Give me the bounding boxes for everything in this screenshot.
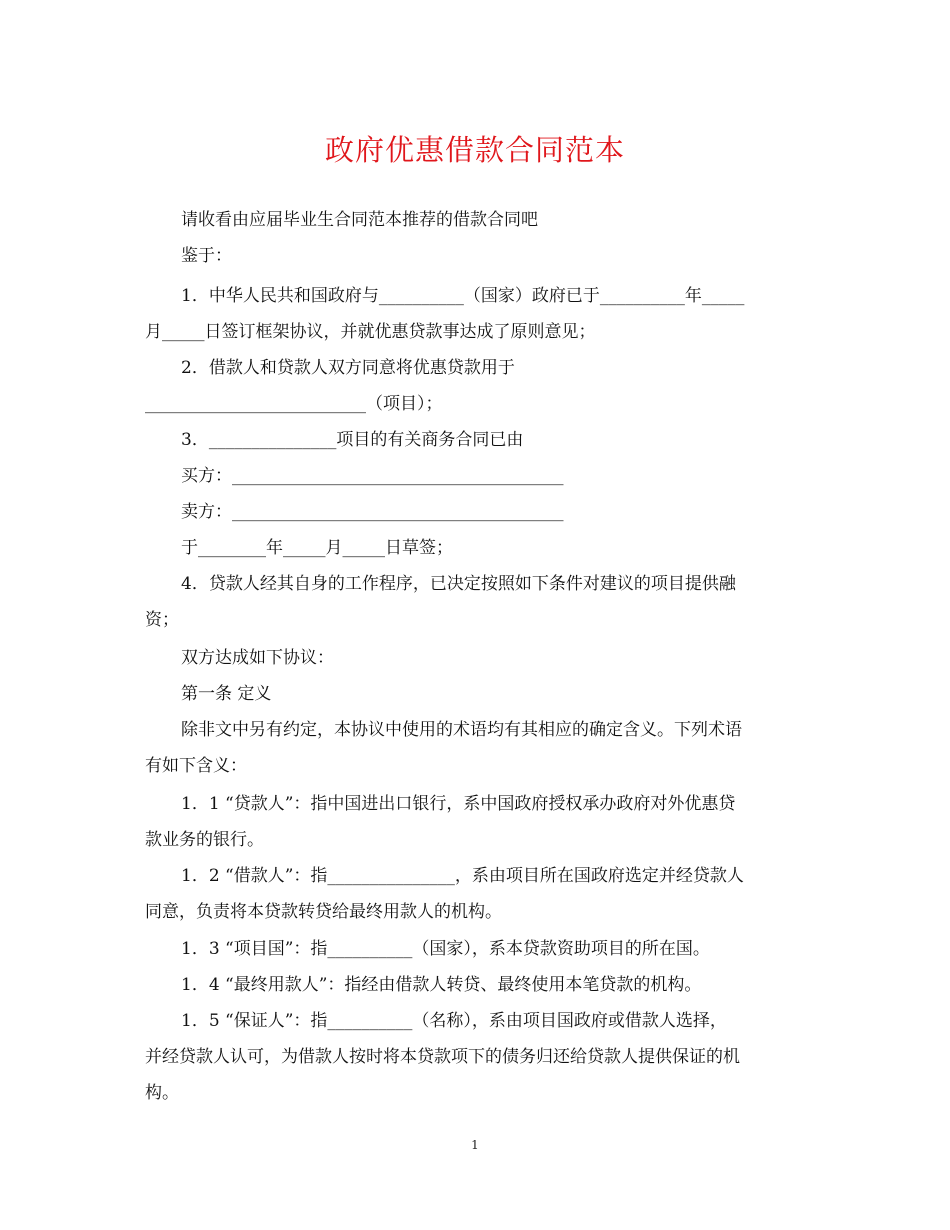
definition-1-5-line-2: 并经贷款人认可，为借款人按时将本贷款项下的债务归还给贷款人提供保证的机 (145, 1047, 740, 1067)
clause-4-line-1: 4．贷款人经其自身的工作程序，已决定按照如下条件对建议的项目提供融 (181, 574, 736, 594)
agreement-line: 双方达成如下协议： (181, 648, 334, 668)
clause-4-line-2: 资； (145, 610, 179, 630)
clause-2-line-2: __________________________（项目）； (145, 394, 443, 414)
definition-1-5-line-3: 构。 (145, 1083, 179, 1103)
whereas-heading: 鉴于： (181, 246, 232, 266)
document-title: 政府优惠借款合同范本 (324, 133, 625, 167)
article-1-heading: 第一条 定义 (181, 684, 272, 704)
definition-1-5-line-1: 1．5 “保证人”：指__________（名称），系由项目国政府或借款人选择， (181, 1011, 727, 1031)
definition-1-4: 1．4 “最终用款人”：指经由借款人转贷、最终使用本笔贷款的机构。 (181, 975, 702, 995)
definition-1-2-line-1: 1．2 “借款人”：指_______________，系由项目所在国政府选定并经贷款人 (181, 866, 744, 886)
seller-line: 卖方：_______________________________________ (181, 502, 564, 522)
clause-1-line-2: 月_____日签订框架协议，并就优惠贷款事达成了原则意见； (145, 322, 596, 342)
clause-1-line-1: 1．中华人民共和国政府与__________（国家）政府已于__________年_____ (181, 286, 745, 306)
buyer-line: 买方：_______________________________________ (181, 466, 564, 486)
definitions-intro-line-2: 有如下含义： (145, 756, 247, 776)
page-number: 1 (471, 1138, 479, 1152)
signing-date-line: 于________年_____月_____日草签； (181, 538, 453, 558)
definition-1-1-line-2: 款业务的银行。 (145, 830, 264, 850)
definition-1-3: 1．3 “项目国”：指__________（国家），系本贷款资助项目的所在国。 (181, 939, 710, 959)
definitions-intro-line-1: 除非文中另有约定，本协议中使用的术语均有其相应的确定含义。下列术语 (181, 720, 742, 740)
definition-1-1-line-1: 1．1 “贷款人”：指中国进出口银行，系中国政府授权承办政府对外优惠贷 (181, 794, 736, 814)
intro-line: 请收看由应届毕业生合同范本推荐的借款合同吧 (181, 210, 538, 230)
clause-3-line-1: 3．_______________项目的有关商务合同已由 (181, 430, 524, 450)
clause-2-line-1: 2．借款人和贷款人双方同意将优惠贷款用于 (181, 358, 515, 378)
definition-1-2-line-2: 同意，负责将本贷款转贷给最终用款人的机构。 (145, 902, 502, 922)
